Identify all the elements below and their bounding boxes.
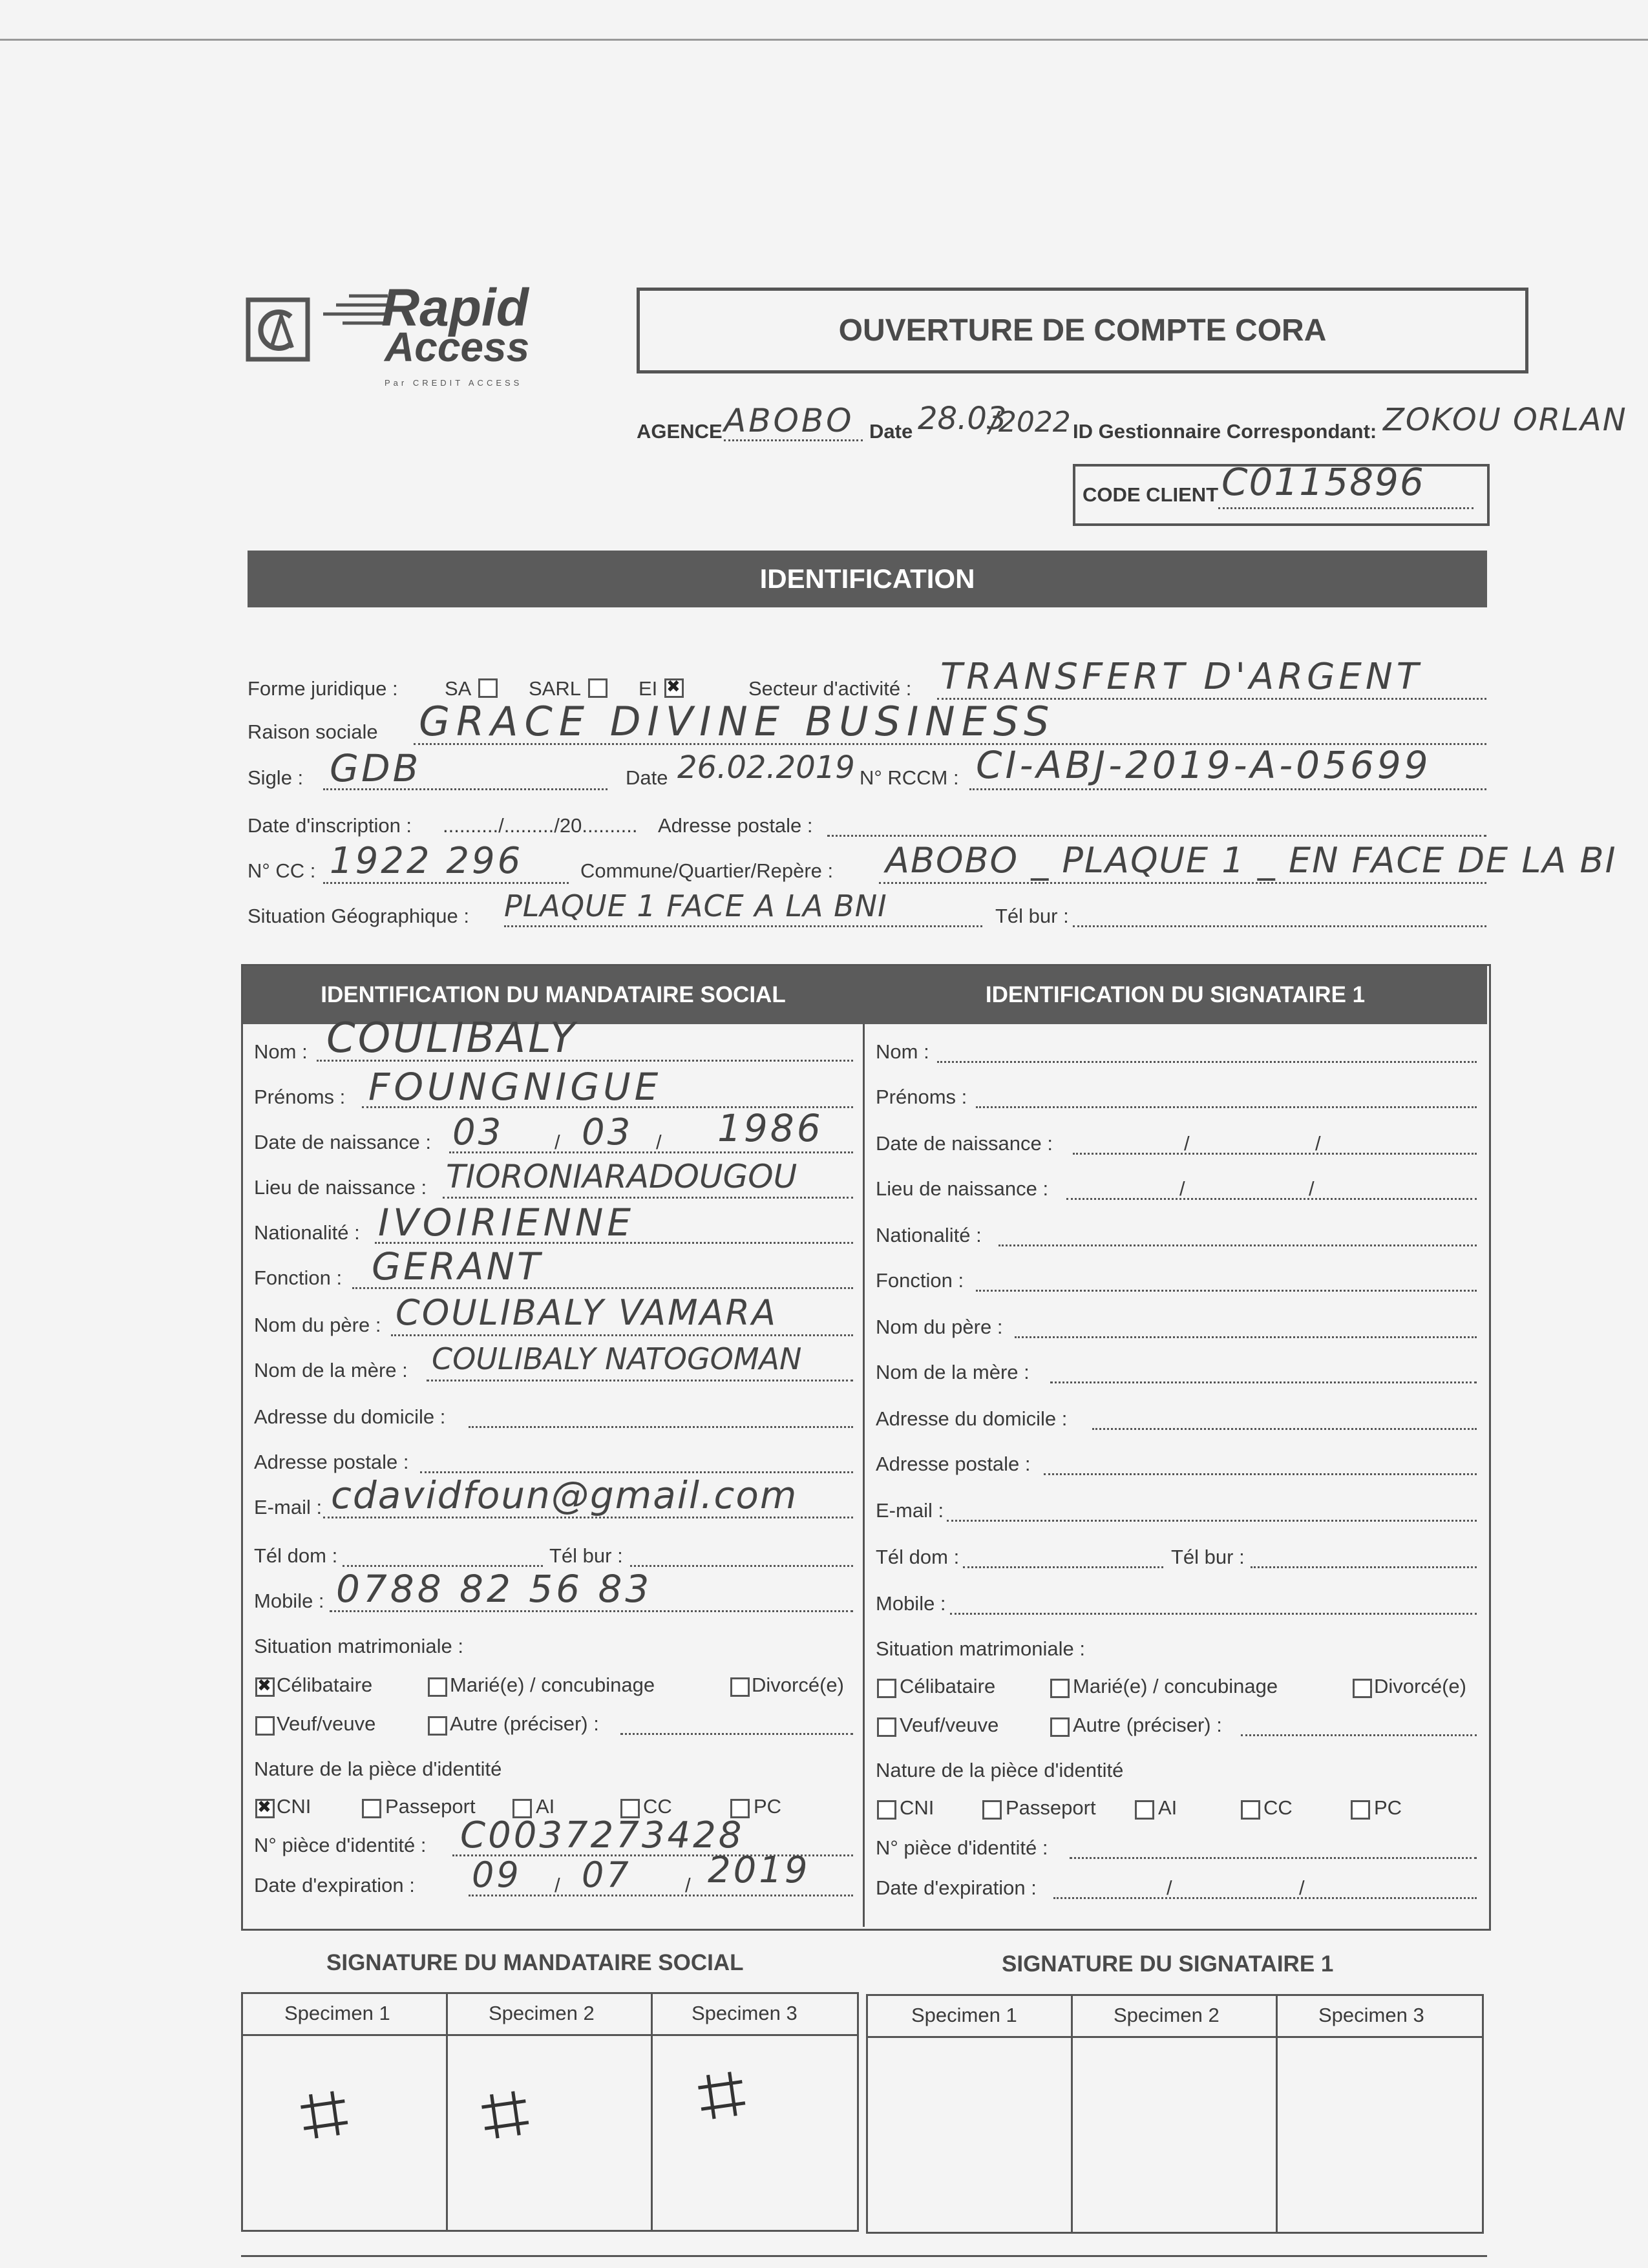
s-nom-dots[interactable]	[937, 1061, 1477, 1063]
s-mere-label: Nom de la mère :	[876, 1361, 1030, 1383]
adresse-postale-label: Adresse postale :	[658, 814, 813, 837]
identification-header	[248, 551, 1487, 607]
raison-sociale-label: Raison sociale	[248, 720, 378, 743]
sig-m-col-line2	[651, 1992, 653, 2230]
m-expiration-dots	[469, 1895, 853, 1896]
m-exp-day[interactable]: 09	[472, 1854, 522, 1895]
m-mobile-label: Mobile :	[254, 1590, 324, 1612]
sig-m-specimen2: Specimen 2	[489, 2002, 595, 2024]
m-exp-month[interactable]: 07	[582, 1854, 631, 1895]
forme-ei-label: EI	[639, 677, 658, 700]
s-tel-dom-label: Tél dom :	[876, 1546, 960, 1568]
m-naissance-year[interactable]: 1986	[717, 1106, 823, 1150]
s-celibataire-checkbox[interactable]	[877, 1679, 896, 1698]
m-mobile-dots	[330, 1610, 853, 1612]
situation-geo-label: Situation Géographique :	[248, 905, 469, 927]
s-pere-label: Nom du père :	[876, 1316, 1003, 1338]
m-fonction-value[interactable]: GERANT	[372, 1244, 543, 1288]
m-nationalite-label: Nationalité :	[254, 1221, 360, 1244]
sigle-label: Sigle :	[248, 766, 304, 789]
form-title-box	[637, 288, 1528, 373]
forme-sa-checkbox[interactable]	[478, 678, 498, 698]
s-cni-label: CNI	[900, 1796, 935, 1819]
m-marie-checkbox[interactable]	[428, 1677, 447, 1697]
s-marie-label: Marié(e) / concubinage	[1073, 1675, 1278, 1697]
s-num-piece-label: N° pièce d'identité :	[876, 1836, 1048, 1859]
situation-geo-dots	[504, 925, 982, 927]
s-celibataire-label: Célibataire	[900, 1675, 996, 1697]
speed-lines-icon	[323, 291, 388, 330]
cc-value[interactable]: 1922 296	[330, 840, 523, 882]
rccm-dots	[969, 788, 1486, 790]
inscription-label: Date d'inscription :	[248, 814, 412, 837]
signature-mandataire-title: SIGNATURE DU MANDATAIRE SOCIAL	[326, 1950, 744, 1975]
s-cni-checkbox[interactable]	[877, 1800, 896, 1820]
sig-s-specimen3: Specimen 3	[1318, 2004, 1424, 2026]
s-piece-label: Nature de la pièce d'identité	[876, 1759, 1124, 1781]
m-autre-checkbox[interactable]	[428, 1716, 447, 1736]
m-naissance-dots	[449, 1151, 853, 1153]
m-email-value[interactable]: cdavidfoun@gmail.com	[331, 1473, 798, 1517]
s-expiration-label: Date d'expiration :	[876, 1876, 1037, 1899]
sig-s-box1[interactable]	[868, 2038, 1071, 2230]
s-marie-checkbox[interactable]	[1050, 1679, 1070, 1698]
m-nom-dots	[317, 1060, 853, 1062]
m-fonction-label: Fonction :	[254, 1266, 343, 1289]
m-autre-dots[interactable]	[620, 1733, 853, 1735]
s-tel-bur-label: Tél bur :	[1171, 1546, 1245, 1568]
m-exp-sep2: /	[685, 1874, 691, 1896]
sig-s-specimen1: Specimen 1	[911, 2004, 1017, 2026]
commune-label: Commune/Quartier/Repère :	[580, 859, 834, 882]
m-domicile-dots[interactable]	[469, 1426, 853, 1428]
m-pere-dots	[391, 1334, 853, 1336]
agence-label: AGENCE	[637, 420, 723, 443]
m-celibataire-label: Célibataire	[277, 1674, 373, 1696]
logo-brand: Rapid	[381, 278, 529, 337]
s-autre-dots[interactable]	[1241, 1734, 1477, 1736]
code-client-label: CODE CLIENT	[1083, 483, 1219, 506]
m-veuf-label: Veuf/veuve	[277, 1712, 376, 1735]
s-naissance-label: Date de naissance :	[876, 1132, 1053, 1155]
s-fonction-dots[interactable]	[976, 1290, 1477, 1292]
commune-value[interactable]: ABOBO _ PLAQUE 1 _ EN FACE DE LA BI	[885, 840, 1617, 881]
m-mere-dots	[427, 1380, 853, 1381]
s-veuf-checkbox[interactable]	[877, 1717, 896, 1737]
m-nationalite-dots	[375, 1242, 853, 1244]
m-naissance-label: Date de naissance :	[254, 1131, 432, 1153]
m-postale-label: Adresse postale :	[254, 1451, 409, 1473]
sig-m-specimen1: Specimen 1	[284, 2002, 390, 2024]
forme-sarl-label: SARL	[529, 677, 581, 700]
code-client-dots	[1218, 507, 1474, 509]
m-lieu-dots	[443, 1197, 853, 1199]
s-autre-label: Autre (préciser) :	[1073, 1714, 1222, 1736]
m-nom-label: Nom :	[254, 1040, 308, 1063]
m-pere-value[interactable]: COULIBALY VAMARA	[396, 1292, 778, 1333]
tel-bur-label: Tél bur :	[995, 905, 1069, 927]
m-veuf-checkbox[interactable]	[255, 1716, 275, 1736]
agence-value[interactable]: ABOBO	[724, 402, 854, 439]
tel-bur-dots[interactable]	[1073, 925, 1486, 927]
m-expiration-label: Date d'expiration :	[254, 1874, 415, 1896]
s-naissance-sep2: /	[1315, 1132, 1321, 1155]
date-value[interactable]: 28.03	[918, 401, 1007, 437]
s-cc-checkbox[interactable]	[1241, 1800, 1260, 1820]
forme-ei-checkbox[interactable]	[664, 678, 684, 698]
logo-mark-icon	[246, 297, 310, 362]
sig-m-col-line1	[446, 1992, 448, 2230]
s-veuf-label: Veuf/veuve	[900, 1714, 999, 1736]
m-naissance-day[interactable]: 03	[452, 1111, 504, 1153]
identification-title: IDENTIFICATION	[759, 563, 975, 594]
s-passeport-label: Passeport	[1006, 1796, 1096, 1819]
signature-signataire-title: SIGNATURE DU SIGNATAIRE 1	[1002, 1951, 1334, 1977]
s-exp-sep2: /	[1299, 1876, 1305, 1899]
m-divorce-label: Divorcé(e)	[752, 1674, 844, 1696]
s-postale-dots[interactable]	[1044, 1473, 1477, 1475]
cc-label: N° CC :	[248, 859, 316, 882]
m-passeport-checkbox[interactable]	[362, 1799, 381, 1818]
s-lieu-label: Lieu de naissance :	[876, 1177, 1049, 1200]
s-email-label: E-mail :	[876, 1499, 944, 1522]
s-nationalite-dots[interactable]	[998, 1244, 1477, 1246]
s-nom-label: Nom :	[876, 1040, 929, 1063]
m-marie-label: Marié(e) / concubinage	[450, 1674, 655, 1696]
agence-dots	[724, 439, 863, 441]
bottom-line	[241, 2255, 1487, 2257]
m-passeport-label: Passeport	[385, 1795, 476, 1818]
s-domicile-label: Adresse du domicile :	[876, 1407, 1068, 1430]
m-prenoms-label: Prénoms :	[254, 1086, 346, 1108]
forme-sarl-checkbox[interactable]	[588, 678, 607, 698]
m-lieu-value[interactable]: TIORONIARADOUGOU	[446, 1158, 798, 1195]
m-prenoms-value[interactable]: FOUNGNIGUE	[368, 1065, 662, 1109]
s-lieu-sep2: /	[1309, 1177, 1315, 1200]
secteur-value[interactable]: TRANSFERT D'ARGENT	[940, 656, 1422, 698]
logo	[246, 278, 569, 394]
form-title: OUVERTURE DE COMPTE CORA	[838, 313, 1327, 348]
s-mobile-label: Mobile :	[876, 1592, 946, 1615]
secteur-label: Secteur d'activité :	[748, 677, 912, 700]
commune-dots	[879, 882, 1486, 884]
m-cni-label: CNI	[277, 1795, 312, 1818]
gestionnaire-value[interactable]: ZOKOU ORLAN	[1383, 402, 1627, 438]
sig-s-box2[interactable]	[1073, 2038, 1276, 2230]
rccm-value[interactable]: CI-ABJ-2019-A-05699	[976, 743, 1431, 787]
m-tel-bur-dots[interactable]	[630, 1565, 853, 1567]
logo-tagline: Par CREDIT ACCESS	[385, 378, 523, 388]
s-nationalite-label: Nationalité :	[876, 1224, 982, 1246]
date-rccm-label: Date	[626, 766, 668, 789]
m-lieu-label: Lieu de naissance :	[254, 1176, 427, 1199]
m-mobile-value[interactable]: 0788 82 56 83	[336, 1567, 653, 1611]
s-tel-dom-dots[interactable]	[963, 1566, 1163, 1568]
s-pere-dots[interactable]	[1015, 1336, 1477, 1338]
s-ai-checkbox[interactable]	[1135, 1800, 1154, 1820]
mandataire-title: IDENTIFICATION DU MANDATAIRE SOCIAL	[321, 982, 786, 1007]
m-piece-label: Nature de la pièce d'identité	[254, 1758, 502, 1780]
m-divorce-checkbox[interactable]	[730, 1677, 750, 1697]
m-mere-value[interactable]: COULIBALY NATOGOMAN	[432, 1341, 802, 1376]
signature-specimen-2[interactable]: ⌗	[474, 2061, 536, 2166]
s-cc-label: CC	[1263, 1796, 1293, 1819]
m-pc-label: PC	[754, 1795, 782, 1818]
m-num-piece-label: N° pièce d'identité :	[254, 1834, 427, 1856]
page-edge	[0, 39, 1648, 41]
m-ai-label: AI	[536, 1795, 555, 1818]
logo-brand2: Access	[385, 324, 530, 370]
s-email-dots[interactable]	[947, 1520, 1477, 1522]
forme-juridique-label: Forme juridique :	[248, 677, 398, 700]
raison-sociale-value[interactable]: GRACE DIVINE BUSINESS	[419, 698, 1056, 745]
m-nom-value[interactable]: COULIBALY	[326, 1014, 578, 1062]
s-naissance-dots[interactable]	[1073, 1153, 1477, 1155]
signataire-title: IDENTIFICATION DU SIGNATAIRE 1	[985, 982, 1366, 1007]
panel-divider	[863, 1024, 865, 1927]
date-rccm-value[interactable]: 26.02.2019	[677, 750, 855, 786]
s-autre-checkbox[interactable]	[1050, 1717, 1070, 1737]
m-exp-year[interactable]: 2019	[708, 1849, 810, 1891]
m-situation-label: Situation matrimoniale :	[254, 1635, 463, 1657]
m-tel-dom-label: Tél dom :	[254, 1544, 338, 1567]
adresse-postale-dots[interactable]	[827, 835, 1486, 837]
m-naissance-month[interactable]: 03	[582, 1111, 633, 1153]
forme-sa-label: SA	[445, 677, 472, 700]
m-naissance-sep1: /	[555, 1131, 560, 1153]
signature-specimen-3[interactable]: ⌗	[691, 2042, 752, 2147]
situation-geo-value[interactable]: PLAQUE 1 FACE A LA BNI	[504, 888, 887, 923]
s-situation-label: Situation matrimoniale :	[876, 1637, 1085, 1660]
sig-s-box3[interactable]	[1278, 2038, 1478, 2230]
date-year: /2022	[989, 406, 1071, 439]
s-postale-label: Adresse postale :	[876, 1453, 1031, 1475]
s-fonction-label: Fonction :	[876, 1269, 964, 1292]
s-prenoms-label: Prénoms :	[876, 1086, 967, 1108]
code-client-value[interactable]: C0115896	[1221, 460, 1425, 504]
s-naissance-sep1: /	[1184, 1132, 1190, 1155]
s-num-piece-dots[interactable]	[1070, 1857, 1477, 1859]
m-naissance-sep2: /	[656, 1131, 662, 1153]
s-pc-checkbox[interactable]	[1351, 1800, 1370, 1820]
sigle-dots	[323, 788, 607, 790]
s-pc-label: PC	[1374, 1796, 1402, 1819]
inscription-placeholder[interactable]: ........../........./20..........	[443, 814, 638, 837]
date-label: Date	[869, 420, 913, 443]
m-domicile-label: Adresse du domicile :	[254, 1405, 446, 1428]
sigle-value[interactable]: GDB	[330, 746, 421, 790]
m-email-label: E-mail :	[254, 1496, 322, 1518]
sig-m-specimen3: Specimen 3	[692, 2002, 798, 2024]
rccm-label: N° RCCM :	[860, 766, 959, 789]
s-mere-dots[interactable]	[1050, 1381, 1477, 1383]
m-fonction-dots	[352, 1287, 853, 1289]
m-cc-label: CC	[643, 1795, 672, 1818]
signature-specimen-1[interactable]: ⌗	[293, 2061, 355, 2166]
m-nationalite-value[interactable]: IVOIRIENNE	[378, 1201, 635, 1244]
s-divorce-checkbox[interactable]	[1353, 1679, 1372, 1698]
s-tel-bur-dots[interactable]	[1251, 1566, 1477, 1568]
m-celibataire-checkbox[interactable]	[255, 1677, 275, 1697]
cc-dots	[323, 882, 569, 884]
gestionnaire-label: ID Gestionnaire Correspondant:	[1073, 420, 1377, 443]
m-pere-label: Nom du père :	[254, 1314, 381, 1336]
s-exp-sep1: /	[1167, 1876, 1172, 1899]
s-lieu-sep1: /	[1179, 1177, 1185, 1200]
s-domicile-dots[interactable]	[1092, 1428, 1477, 1430]
m-exp-sep1: /	[555, 1874, 560, 1896]
s-passeport-checkbox[interactable]	[982, 1800, 1002, 1820]
signataire-header	[863, 966, 1487, 1024]
s-prenoms-dots[interactable]	[976, 1106, 1477, 1108]
s-expiration-dots[interactable]	[1053, 1897, 1477, 1899]
m-email-dots	[323, 1517, 853, 1518]
s-lieu-dots[interactable]	[1066, 1198, 1477, 1200]
s-divorce-label: Divorcé(e)	[1374, 1675, 1466, 1697]
m-cni-checkbox[interactable]	[255, 1799, 275, 1818]
m-mere-label: Nom de la mère :	[254, 1359, 408, 1381]
s-ai-label: AI	[1158, 1796, 1178, 1819]
sig-m-header-line	[241, 2034, 857, 2036]
identification-panels	[241, 964, 1491, 1931]
m-autre-label: Autre (préciser) :	[450, 1712, 599, 1735]
m-num-piece-value[interactable]: C0037273428	[460, 1814, 745, 1856]
sig-s-specimen2: Specimen 2	[1114, 2004, 1220, 2026]
m-tel-bur-label: Tél bur :	[549, 1544, 623, 1567]
s-mobile-dots[interactable]	[950, 1613, 1477, 1615]
